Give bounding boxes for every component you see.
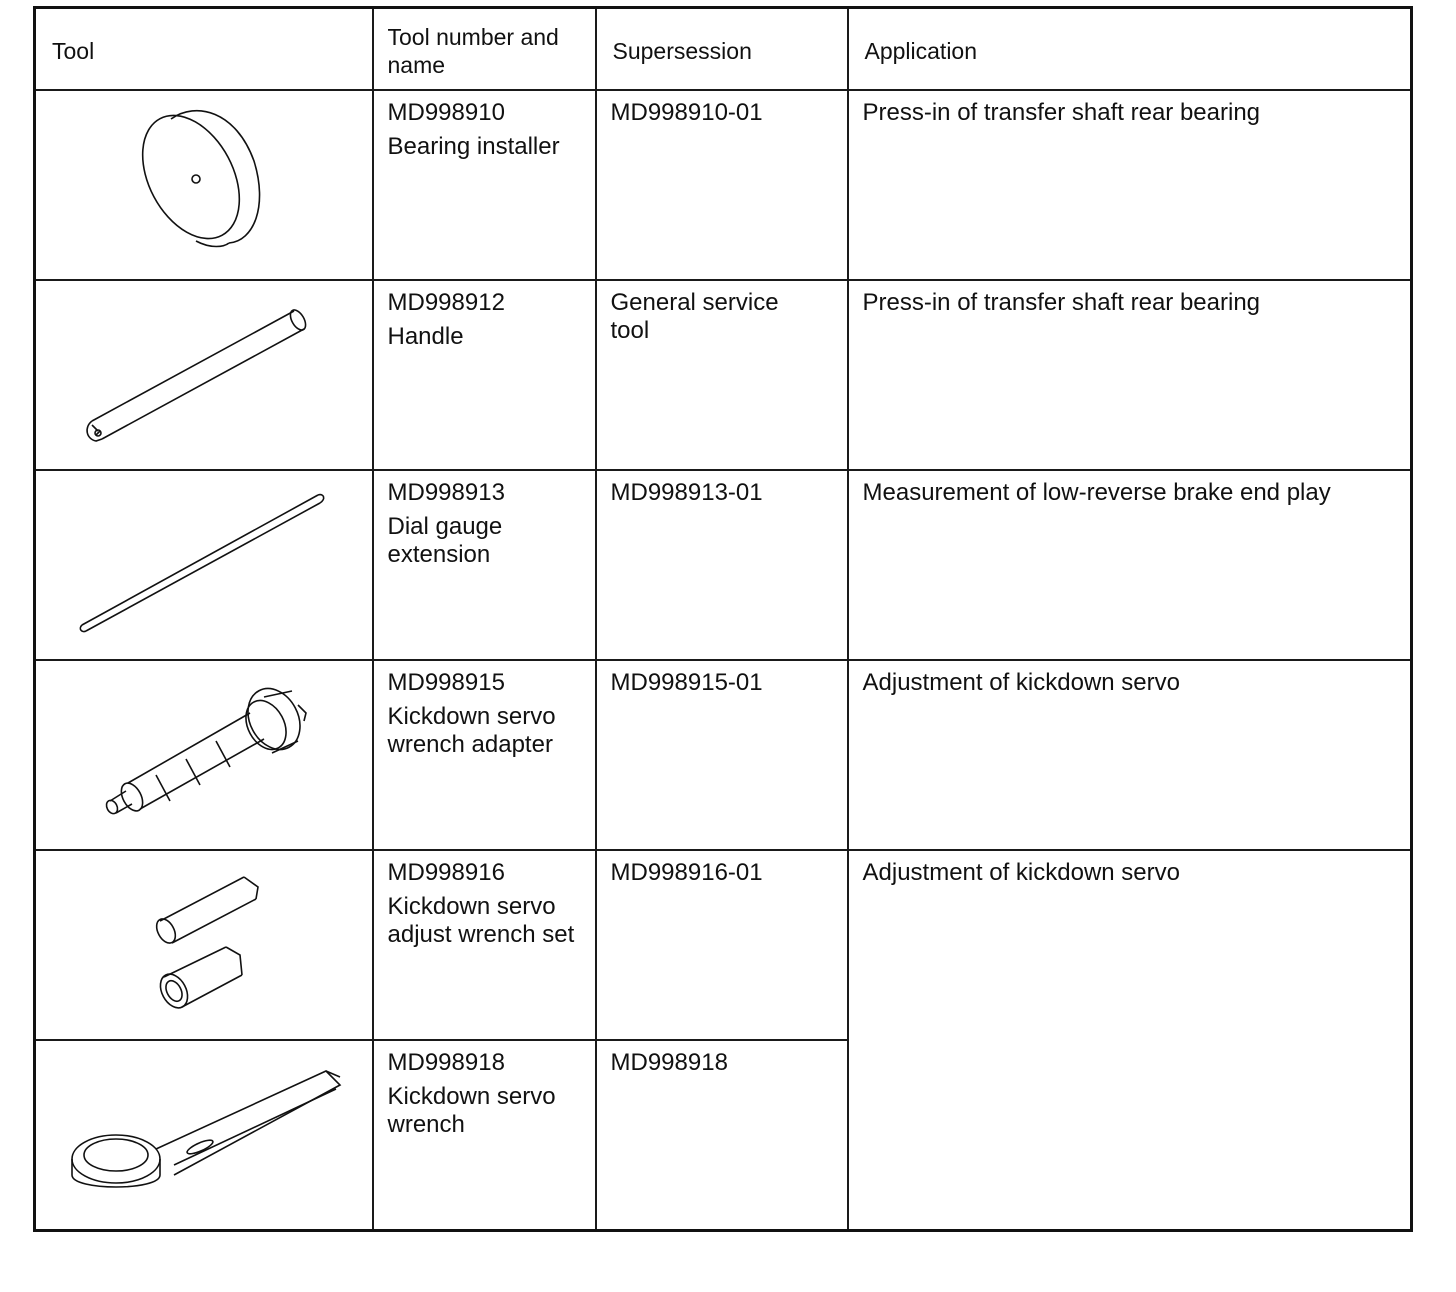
application-cell: [848, 850, 1412, 1231]
table-row: [35, 660, 1412, 850]
table-row: [35, 280, 1412, 470]
application-cell: [848, 470, 1412, 660]
tool-illustration-cell: [35, 850, 373, 1040]
tool-number: MD998913: [387, 479, 505, 506]
supersession-value: MD998918: [610, 1049, 728, 1076]
header-supersession: Supersession: [596, 8, 848, 91]
tool-name: Dial gauge extension: [387, 513, 503, 568]
tool-name: Kickdown servo wrench adapter: [387, 703, 556, 758]
tool-number: MD998915: [387, 669, 505, 696]
supersession-cell: [596, 470, 848, 660]
tool-number: MD998910: [387, 99, 505, 126]
tool-number-cell: [373, 1040, 596, 1231]
supersession-value: MD998916-01: [610, 859, 763, 886]
supersession-cell: [596, 660, 848, 850]
wrench-set-icon: [36, 851, 372, 1039]
table-row: [35, 90, 1412, 280]
application-value: Adjustment of kickdown servo: [862, 859, 1180, 886]
dial-gauge-extension-icon: [36, 471, 372, 659]
handle-icon: [36, 281, 372, 469]
tool-number-cell: [373, 280, 596, 470]
application-value: Adjustment of kickdown servo: [862, 669, 1180, 696]
application-value: Measurement of low-reverse brake end play: [862, 479, 1331, 506]
tool-number-cell: [373, 660, 596, 850]
tool-illustration-cell: [35, 660, 373, 850]
tool-name: Kickdown servo adjust wrench set: [387, 893, 575, 948]
servo-wrench-icon: [36, 1041, 372, 1229]
tool-number-cell: [373, 470, 596, 660]
table-row: [35, 850, 1412, 1040]
supersession-value: MD998915-01: [610, 669, 763, 696]
tool-number: MD998916: [387, 859, 505, 886]
wrench-adapter-icon: [36, 661, 372, 849]
table-row: [35, 470, 1412, 660]
supersession-value: MD998913-01: [610, 479, 763, 506]
supersession-cell: [596, 90, 848, 280]
tool-illustration-cell: [35, 470, 373, 660]
tool-illustration-cell: [35, 1040, 373, 1231]
application-value: Press-in of transfer shaft rear bearing: [862, 289, 1261, 316]
supersession-value: MD998910-01: [610, 99, 763, 126]
tool-illustration-cell: [35, 280, 373, 470]
supersession-cell: [596, 850, 848, 1040]
tool-number-cell: [373, 90, 596, 280]
supersession-value: General service tool: [610, 289, 779, 344]
tool-illustration-cell: [35, 90, 373, 280]
header-application: Application: [848, 8, 1412, 91]
tool-number: MD998912: [387, 289, 505, 316]
tool-name: Handle: [387, 323, 464, 350]
header-tool: Tool: [35, 8, 373, 91]
supersession-cell: [596, 1040, 848, 1231]
tool-name: Bearing installer: [387, 133, 560, 160]
header-tool-number-name: Tool number and name: [373, 8, 596, 91]
application-value: Press-in of transfer shaft rear bearing: [862, 99, 1261, 126]
tool-number-cell: [373, 850, 596, 1040]
application-cell: [848, 280, 1412, 470]
supersession-cell: [596, 280, 848, 470]
bearing-installer-icon: [36, 91, 372, 279]
special-tools-table: [33, 6, 1413, 1232]
header-row: [35, 8, 1412, 91]
application-cell: [848, 660, 1412, 850]
tool-number: MD998918: [387, 1049, 505, 1076]
application-cell: [848, 90, 1412, 280]
tool-name: Kickdown servo wrench: [387, 1083, 556, 1138]
